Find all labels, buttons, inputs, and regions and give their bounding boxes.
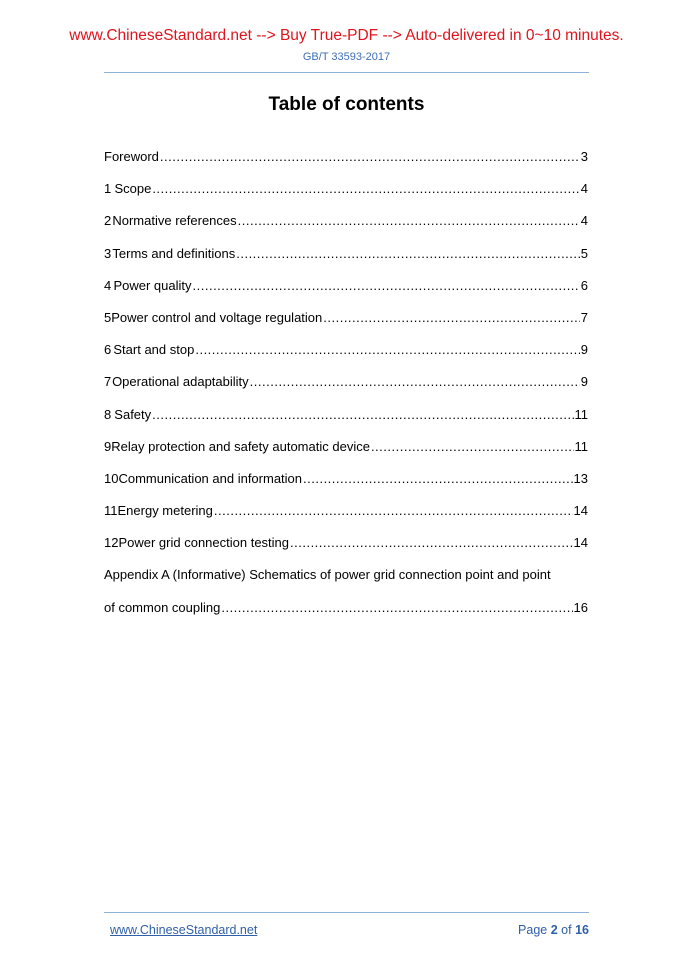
toc-leader-dots xyxy=(214,500,573,522)
toc-entry-power-quality[interactable] xyxy=(104,275,588,307)
standard-code: GB/T 33593-2017 xyxy=(302,51,391,63)
toc-page-number: 3 xyxy=(580,149,588,164)
toc-entry-communication[interactable] xyxy=(104,468,588,500)
toc-page-number: 6 xyxy=(580,277,588,293)
toc-number: 6 xyxy=(104,342,112,358)
toc-leader-dots xyxy=(290,532,573,554)
toc-number: 1 xyxy=(104,181,112,197)
toc-page-number: 4 xyxy=(580,181,588,197)
toc-leader-dots xyxy=(152,404,573,426)
page-of: of xyxy=(561,923,572,937)
toc-number: 12 xyxy=(104,535,119,551)
toc-number: 9 xyxy=(104,438,112,454)
toc-entry-operational-adaptability[interactable] xyxy=(104,371,588,403)
toc-entry-scope[interactable] xyxy=(104,178,588,210)
toc-page-number: 4 xyxy=(580,213,588,229)
toc-leader-dots xyxy=(152,178,579,200)
toc-label: Start and stop xyxy=(113,342,195,358)
toc-leader-dots xyxy=(221,597,572,619)
toc-number: 7 xyxy=(104,374,112,390)
page-prefix: Page xyxy=(518,923,548,937)
toc-page-number: 14 xyxy=(573,503,588,519)
toc-page-number: 16 xyxy=(573,599,588,615)
toc-leader-dots xyxy=(195,339,579,361)
toc-entry-start-and-stop[interactable] xyxy=(104,339,588,371)
toc-entry-terms-and-definitions[interactable] xyxy=(104,243,588,275)
toc-number: 11 xyxy=(104,503,118,519)
toc-page-number: 7 xyxy=(580,309,588,325)
toc-page-number: 9 xyxy=(580,342,588,358)
footer-divider xyxy=(104,912,589,913)
toc-entry-relay-protection[interactable] xyxy=(104,436,588,468)
toc-entry-energy-metering[interactable] xyxy=(104,500,588,532)
toc-label: Terms and definitions xyxy=(112,245,236,261)
toc-leader-dots xyxy=(238,210,580,232)
toc-label: Foreword xyxy=(104,149,159,164)
toc-label: Scope xyxy=(114,181,152,197)
header-divider xyxy=(104,72,589,73)
toc-leader-dots xyxy=(193,275,580,297)
toc-label: of common coupling xyxy=(104,599,221,615)
toc-entry-appendix-a[interactable] xyxy=(104,564,588,596)
toc-entry-appendix-a-continued[interactable] xyxy=(104,597,588,629)
toc-page-number: 11 xyxy=(574,438,588,454)
toc-entry-foreword[interactable] xyxy=(104,146,588,178)
table-of-contents xyxy=(104,146,588,629)
toc-page-number: 13 xyxy=(573,470,588,486)
toc-label: Relay protection and safety automatic device xyxy=(111,438,370,454)
toc-leader-dots xyxy=(323,307,580,329)
toc-label: Power control and voltage regulation xyxy=(111,309,323,325)
toc-entry-power-control[interactable] xyxy=(104,307,588,339)
footer-website-link[interactable]: www.ChineseStandard.net xyxy=(110,923,258,937)
page-title: Table of contents xyxy=(268,94,425,115)
toc-entry-normative-references[interactable] xyxy=(104,210,588,242)
toc-page-number: 14 xyxy=(573,535,588,551)
toc-label: Power quality xyxy=(113,277,192,293)
toc-label: Communication and information xyxy=(118,470,303,486)
toc-entry-grid-connection-testing[interactable] xyxy=(104,532,588,564)
toc-number: 8 xyxy=(104,406,112,422)
toc-leader-dots xyxy=(160,146,580,168)
toc-label: Power grid connection testing xyxy=(118,535,290,551)
toc-number: 3 xyxy=(104,245,112,261)
toc-label: Normative references xyxy=(112,213,237,229)
toc-number: 5 xyxy=(104,309,112,325)
promo-banner[interactable]: www.ChineseStandard.net --> Buy True-PDF --> Auto-delivered in 0~10 minutes. xyxy=(69,27,624,44)
toc-label: Safety xyxy=(114,406,152,422)
toc-leader-dots xyxy=(303,468,573,490)
toc-number: 4 xyxy=(104,277,112,293)
toc-number: 10 xyxy=(104,470,119,486)
toc-number: 2 xyxy=(104,213,112,229)
page-indicator xyxy=(518,923,589,937)
toc-leader-dots xyxy=(250,371,580,393)
toc-leader-dots xyxy=(236,243,580,265)
toc-page-number: 11 xyxy=(574,406,588,422)
toc-page-number: 9 xyxy=(580,374,588,390)
toc-entry-safety[interactable] xyxy=(104,404,588,436)
toc-label: Operational adaptability xyxy=(112,374,249,390)
toc-page-number: 5 xyxy=(580,245,588,261)
toc-label: Energy metering xyxy=(117,503,213,519)
toc-leader-dots xyxy=(371,436,574,458)
toc-label: Appendix A (Informative) Schematics of power grid connection point and point xyxy=(104,567,551,583)
current-page-number: 2 xyxy=(550,923,558,937)
total-page-count: 16 xyxy=(575,923,589,937)
